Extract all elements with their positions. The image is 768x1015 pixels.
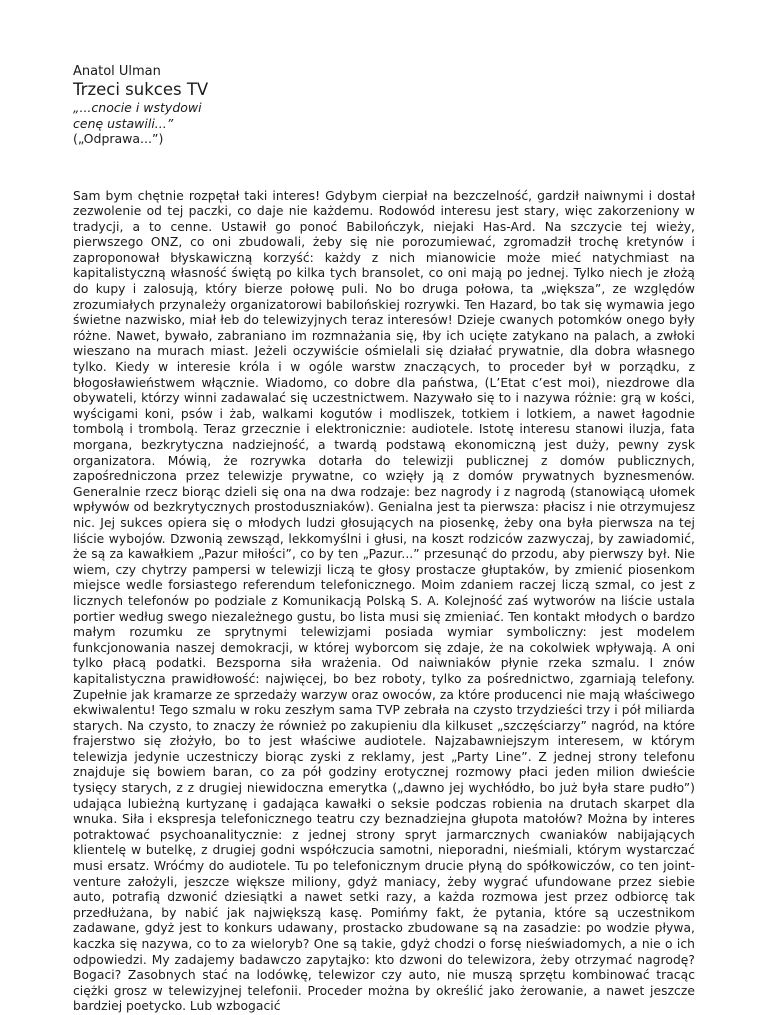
author-name: Anatol Ulman [73, 64, 161, 79]
epigraph-source: („Odprawa...”) [73, 131, 164, 146]
epigraph-line-1: „...cnocie i wstydowi [73, 100, 202, 115]
epigraph-line-2: cenę ustawili...” [73, 115, 174, 131]
body-paragraph: Sam bym chętnie rozpętał taki interes! Gdybym cierpiał na bezczelność, gardził naiwnymi i dostał zezwolenie od tej paczki, co daje nie każdemu. Rodowód interesu jest stary, więc zakorzeniony w tradycji, a to cenne. Ustawił go ponoć Babilończyk, niejaki Has-Ard. Na szczycie tej wieży, pierwszego ONZ, co oni zbudowali, żeby się nie porozumiewać, zgromadził trochę kretynów i zaproponował błyskawiczną korzyść: każdy z nich mianowicie może mieć natychmiast na kapitalistyczną własność świętą po kilka tych bransolet, co oni mają po jednej. Tylko niech je złożą do kupy i zalosują, który bierze połowę puli. No bo druga połowa, ta „większa”, ze względów zrozumiałych przynależy organizatorowi babilońskiej rozrywki. Ten Hazard, bo tak się wymawia jego świetne nazwisko, miał łeb do telewizyjnych teraz interesów! Dzieje cwanych potomków onego były różne. Nawet, bywało, zabraniano im rozmnażania się, łby ich ucięte zatykano na palach, a zwłoki wieszano na murach miast. Jeżeli oczywiście ośmielali się działać prywatnie, dla dobra własnego tylko. Kiedy w interesie króla i w ogóle warstw znaczących, to proceder był w porządku, z błogosławieństwem włącznie. Wiadomo, co dobre dla państwa, (L’Etat c’est moi), niezdrowe dla obywateli, którzy winni zadawalać się uczestnictwem. Nazywało się to i nazywa różnie: grą w kości, wyścigami koni, psów i żab, walkami kogutów i modliszek, totkiem i lotkiem, a nawet łagodnie tombolą i trombolą. Teraz grzecznie i elektronicznie: audiotele. Istotę interesu stanowi iluzja, fata morgana, bezkrytyczna nadziejność, a twardą podstawą ekonomiczną jest duży, pewny zysk organizatora. Mówią, że rozrywka dotarła do telewizji publicznej z domów publicznych, zapośredniczona przez telewizje prywatne, co wzięły ją z domów prywatnych byznesmenów. Generalnie rzecz biorąc dzieli się ona na dwa rodzaje: bez nagrody i z nagrodą (stanowiącą ułomek wpływów od bezkrytycznych prostoduszniaków). Genialna jest ta pierwsza: płacisz i nie otrzymujesz nic. Jej sukces opiera się o młodych ludzi głosujących na piosenkę, żeby ona była pierwsza na tej liście wybojów. Dzwonią zewsząd, lekkomyślni i głusi, na koszt rodziców zazwyczaj, by zawiadomić, że są za kawałkiem „Pazur miłości”, co by ten „Pazur...” przesunąć do przodu, aby pierwszy był. Nie wiem, czy chytrzy pampersi w telewizji liczą te głosy prostacze głuptaków, by zmienić piosenkom miejsce wedle forsiastego referendum telefonicznego. Moim zdaniem raczej liczą szmal, co jest z licznych telefonów po podziale z Komunikacją Polską S. A. Kolejność zaś wytworów na liście ustala portier według swego niezależnego gustu, bo lista musi się zmieniać. Ten kontakt młodych o bardzo małym rozumku ze sprytnymi telewizjami posiada wymiar symboliczny: jest modelem funkcjonowania naszej demokracji, w której wyborcom się zdaje, że na cokolwiek wpływają. A oni tylko płacą podatki. Bezsporna siła wrażenia. Od naiwniaków płynie rzeka szmalu. I znów kapitalistyczna prawidłowość: najwięcej, bo bez roboty, tylko za pośrednictwo, zgarniają telefony. Zupełnie jak kramarze ze sprzedaży warzyw oraz owoców, za które producenci nie mają właściwego ekwiwalentu! Tego szmalu w roku zeszłym sama TVP zebrała na czysto trzydzieści trzy i pół miliarda starych. Na czysto, to znaczy że również po zakupieniu dla kilkuset „szczęściarzy” nagród, na które frajerstwo się złożyło, bo to jest właściwe audiotele. Najzabawniejszym interesem, w którym telewizja jedynie uczestniczy biorąc zyski z reklamy, jest „Party Line”. Z jednej strony telefonu znajduje się bowiem baran, co za pół godziny erotycznej rozmowy płaci jeden milion dwieście tysięcy starych, z z drugiej niewidoczna emerytka („dawno jej wychłódło, bo już była stare pudło”) udająca lubieżną kurtyzanę i gadająca kawałki o seksie podczas robienia na drutach skarpet dla wnuka. Siła i ekspresja telefonicznego teatru czy beznadziejna głupota matołów? Można by interes potraktować psychoanalitycznie: z jednej strony spryt jarmarcznych cwaniaków nabijających klientelę w butelkę, z drugiej godni współczucia samotni, nieporadni, nieśmiali, którym wystarczać musi ersatz. Wróćmy do audiotele. Tu po telefonicznym drucie płyną do spółkowiczów, co ten joint-venture założyli, jeszcze większe miliony, gdyż maniacy, żeby wygrać ufundowane przez siebie auto, potrafią dzwonić dziesiątki a nawet setki razy, a każda rozmowa jest przez odbiorcę tak przedłużana, by nabić jak największą kasę. Pomińmy fakt, że pytania, które są uczestnikom zadawane, gdyż jest to konkurs udawany, prostacko zbudowane są na zasadzie: po wodzie pływa, kaczka się nazywa, co to za wieloryb? One są takie, gdyż chodzi o forsę nieświadomych, a nie o ich odpowiedzi. My zadajemy badawczo zapytajko: kto dzwoni do telewizora, żeby otrzymać nagrodę? Bogaci? Zasobnych stać na lodówkę, telewizor czy auto, nie muszą sprzętu kombinować tracąc ciężki grosz w telewizyjnej telefonii. Proceder można by określić jako żerowanie, a nawet jeszcze bardziej poetycko. Lub wzbogacić [73, 188, 695, 1014]
article-body [73, 189, 695, 1015]
article-title: Trzeci sukces TV [73, 80, 209, 99]
document-page [73, 64, 695, 1015]
